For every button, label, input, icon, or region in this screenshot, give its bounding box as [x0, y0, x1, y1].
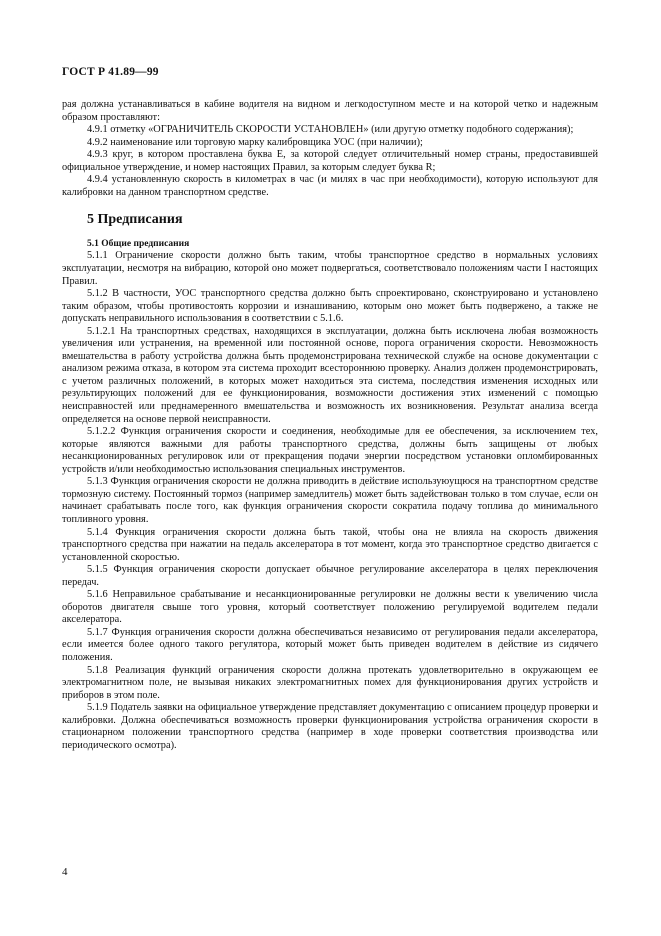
item-4-9-2: 4.9.2 наименование или торговую марку калибровщика УОС (при наличии); [87, 136, 423, 148]
section-title: 5 Предписания [87, 212, 183, 228]
paragraph-5-1-5: 5.1.5 Функция ограничения скорости допускает обычное регулирование акселератора в целях переключения передач. [62, 564, 598, 588]
page-number: 4 [62, 866, 68, 878]
continuation-paragraph: рая должна устанавливаться в кабине водителя на видном и легкодоступном месте и на которой четко и надежным образом проставляют: [62, 99, 598, 123]
item-4-9-3: 4.9.3 круг, в котором проставлена буква Е, за которой следует отличительный номер страны, предоставившей официальное утверждение, и номер настоящих Правил, за которым следует буква R; [62, 149, 598, 173]
paragraph-5-1-2: 5.1.2 В частности, УОС транспортного средства должно быть спроектировано, сконструировано и установлено таким образом, чтобы противостоять коррозии и изнашиванию, которым оно может быть подвержено, а также не допускать неправильного использования в соответствии с 5.1.6. [62, 288, 598, 325]
paragraph-5-1-8: 5.1.8 Реализация функций ограничения скорости должна протекать удовлетворительно в окружающем ее электромагнитном поле, не вызывая никаких электромагнитных помех для функционирования других устройств и приборов в этом поле. [62, 664, 598, 701]
paragraph-5-1-4: 5.1.4 Функция ограничения скорости должна быть такой, чтобы она не влияла на скорость движения транспортного средства при нажатии на педаль акселератора в тот момент, когда это транспортное средство двигается с установленной скоростью. [62, 526, 598, 563]
paragraph-5-1-3: 5.1.3 Функция ограничения скорости не должна приводить в действие используюущюся на транспортном средстве тормозную систему. Постоянный тормоз (например замедлитель) может быть задействован только в том случае, если он начинает срабатывать после того, как функция ограничения скорости сократила подачу топлива до минимального топливного уровня. [62, 476, 598, 525]
paragraph-5-1-6: 5.1.6 Неправильное срабатывание и несанкционированные регулировки не должны вести к увеличению числа оборотов двигателя свыше того уровня, который соответствует положению регулируемой водителем педали акселератора. [62, 589, 598, 626]
item-4-9-1: 4.9.1 отметку «ОГРАНИЧИТЕЛЬ СКОРОСТИ УСТАНОВЛЕН» (или другую отметку подобного содержания); [87, 124, 574, 136]
paragraph-5-1-2-2: 5.1.2.2 Функция ограничения скорости и соединения, необходимые для ее обеспечения, за исключением тех, которые являются важными для работы транспортного средства, должны быть защищены от любых несанкционированных регулировок или от прекращения подачи энергии посредством установки опломбированных устройств и/или необходимостью использования специальных инструментов. [62, 426, 598, 475]
paragraph-5-1-7: 5.1.7 Функция ограничения скорости должна обеспечиваться независимо от регулирования педали акселератора, если имеется более одного такого регулятора, который может быть приведен водителем в действие из сидячего положения. [62, 626, 598, 663]
document-body [62, 99, 598, 752]
subsection-title: 5.1 Общие предписания [87, 238, 190, 249]
paragraph-5-1-2-1: 5.1.2.1 На транспортных средствах, находящихся в эксплуатации, должна быть исключена любая возможность увеличения или устранения, на временной или постоянной основе, порога ограничения скорости. Невозможность вмешательства в работу устройства должна быть продемонстрирована технической службе на основе документации с анализом режима отказа, в котором эта система проходит всестороннюю проверку. Анализ должен продемонстрировать, с учетом различных положений, в которых может находиться эта система, последствия изменения исходных или результирующих положений для ее функционирования, возможности достижения этих изменений с помощью неисправностей или преднамеренного вмешательства и возможность их возникновения. Результат анализа всегда определяется на основе первой неисправности. [62, 325, 598, 425]
document-header: ГОСТ Р 41.89—99 [62, 66, 159, 78]
item-4-9-4: 4.9.4 установленную скорость в километрах в час (и милях в час при необходимости), которую используют для калибровки на данном транспортном средстве. [62, 174, 598, 198]
paragraph-5-1-1: 5.1.1 Ограничение скорости должно быть таким, чтобы транспортное средство в нормальных условиях эксплуатации, несмотря на вибрацию, которой оно может подвергаться, соответствовало положениям части I настоящих Правил. [62, 250, 598, 287]
paragraph-5-1-9: 5.1.9 Податель заявки на официальное утверждение представляет документацию с описанием процедур проверки и калибровки. Должна обеспечиваться возможность проверки функционирования устройства ограничения скорости в стационарном положении транспортного средства (например в ходе проверки соответствия производства или периодического осмотра). [62, 702, 598, 751]
